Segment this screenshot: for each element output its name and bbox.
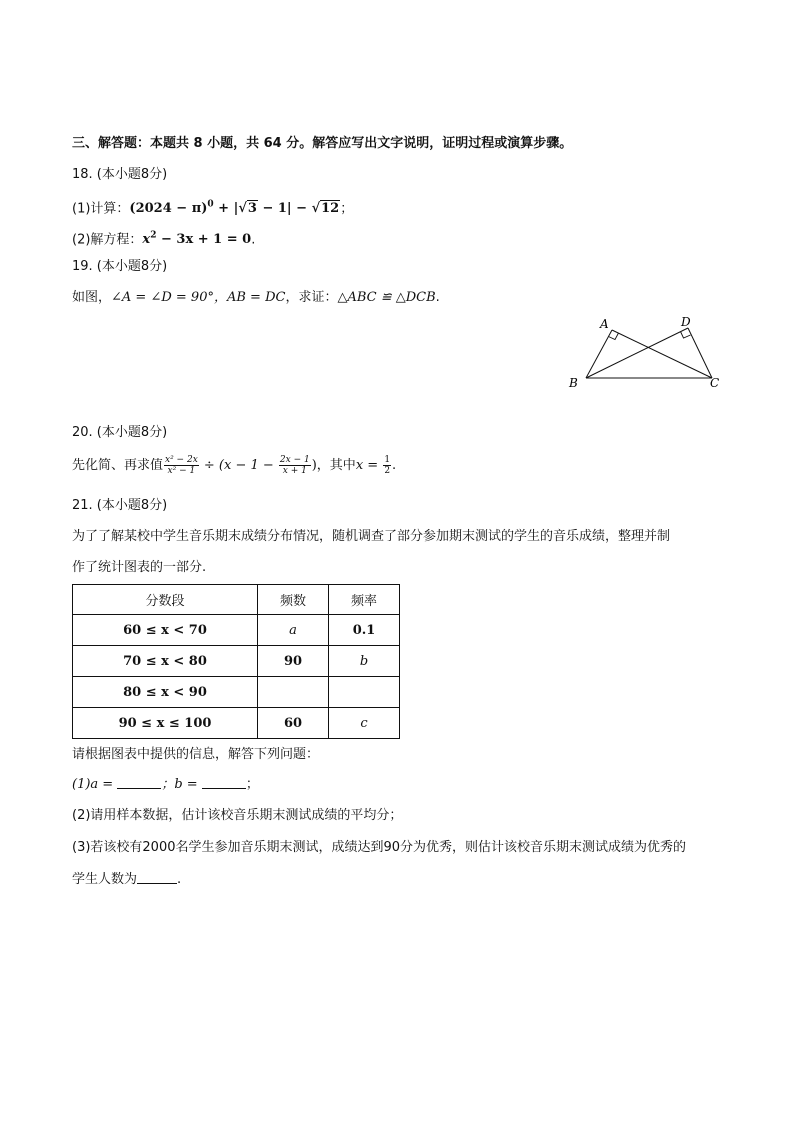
table-cell: 60 ≤ x < 70 [73,615,258,646]
var-x: x [142,232,151,248]
table-cell [258,677,329,708]
table-cell [329,677,400,708]
label-a: A [600,317,609,331]
q21-intro-line2: 作了统计图表的一部分. [72,560,207,575]
q18-part1-expr: $(2024 - \pi)^0 + |√3 - 1| - √12$ [129,200,340,217]
q21-intro-line1: 为了了解某校中学生音乐期末成绩分布情况，随机调查了部分参加期末测试的学生的音乐成绩，整理并制 [72,529,671,544]
q21-sub1 [72,776,259,794]
exponent: 0 [207,200,214,210]
expr-c: − 1| − [257,201,312,217]
score-table [72,584,400,739]
triangle-figure [560,312,730,397]
fraction-3-den: 2 [384,466,391,476]
answer-blank-a[interactable] [117,776,161,789]
answer-blank-b[interactable] [202,776,246,789]
table-row [73,677,400,708]
segment-ab [586,330,612,378]
q20-title: 20. (本小题8分) [72,425,168,440]
label-c: C [710,376,720,390]
q19-prove: △ABC ≌ △DCB [337,290,436,305]
segment-dc [688,328,712,378]
fraction-2 [279,455,311,476]
q20-statement [72,454,396,478]
header-cell: 频率 [329,585,400,615]
table-cell: 0.1 [329,615,400,646]
exponent: 2 [150,231,157,241]
q20-prefix: 先化简、再求值 [72,458,164,473]
q18-part2-end: . [251,232,256,248]
section-header: 三、解答题：本题共 8 小题，共 64 分。解答应写出文字说明，证明过程或演算步骤。 [72,136,573,151]
q19-end: . [435,290,440,305]
q20-where: ，其中 [316,458,356,473]
fraction-2-den: x + 1 [282,466,307,476]
q18-part1-end: ； [340,201,354,217]
fraction-2-num: 2x − 1 [279,455,310,465]
q18-part1-prefix: (1)计算： [72,201,130,217]
q18-part2-equation [142,232,251,247]
header-cell: 分数段 [73,585,258,615]
q19-mid: ，求证： [285,290,338,305]
q21-title: 21. (本小题8分) [72,498,168,513]
q21-sub3-line1: (3)若该校有2000名学生参加音乐期末测试，成绩达到90分为优秀，则估计该校音乐期末测试成绩为优秀的 [72,840,687,855]
table-row [73,646,400,677]
equation-rest: − 3x + 1 = 0 [156,232,252,248]
q21-sub1-b: ；b = [161,777,202,792]
fraction-1-num: x² − 2x [165,455,198,465]
q21-sub2: (2)请用样本数据，估计该校音乐期末测试成绩的平均分； [72,808,403,823]
q21-prompt: 请根据图表中提供的信息，解答下列问题： [72,747,320,762]
expr-a: (2024 − π) [129,201,208,217]
segment-db [586,328,688,378]
table-cell: 90 [258,646,329,677]
q21-sub3-prefix: 学生人数为 [72,872,138,887]
table-cell: 60 [258,708,329,739]
fraction-1 [164,455,199,476]
expr-b: + | [213,201,239,217]
q21-sub3-line2 [72,871,181,889]
q19-statement [72,289,440,307]
q20-x-eq: x = [355,458,383,473]
close-paren: ) [311,458,317,473]
header-cell: 频数 [258,585,329,615]
table-header-row [73,585,400,615]
label-b: B [569,376,578,390]
q18-part2-prefix: (2)解方程： [72,232,143,248]
q18-title: 18. (本小题8分) [72,167,168,182]
sqrt-3: 3 [247,201,257,217]
q20-end: . [392,458,397,473]
q19-prefix: 如图， [72,290,112,305]
q19-title: 19. (本小题8分) [72,259,168,274]
table-cell: a [258,615,329,646]
table-cell: b [329,646,400,677]
q20-mid-expr [199,455,317,476]
table-cell: 70 ≤ x < 80 [73,646,258,677]
q21-sub3-end: . [177,872,182,887]
fraction-1-den: x² − 1 [167,466,196,476]
table-row [73,615,400,646]
segment-ac [612,330,712,378]
table-cell: 90 ≤ x ≤ 100 [73,708,258,739]
q18-part2 [72,227,255,249]
right-angle-mark-d [681,332,691,339]
q21-sub1-a: (1)a = [72,777,118,792]
fraction-3 [383,455,391,476]
table-cell: 80 ≤ x < 90 [73,677,258,708]
q21-sub1-end: ； [245,777,259,792]
mid: ÷ (x − 1 − [199,458,278,473]
sqrt-12: 12 [321,201,340,217]
q19-given: ∠A = ∠D = 90°，AB = DC [111,290,286,305]
table-cell: c [329,708,400,739]
label-d: D [681,315,691,329]
answer-blank-count[interactable] [137,871,177,884]
q18-part1 [72,196,353,218]
table-row [73,708,400,739]
fraction-3-num: 1 [384,455,391,465]
